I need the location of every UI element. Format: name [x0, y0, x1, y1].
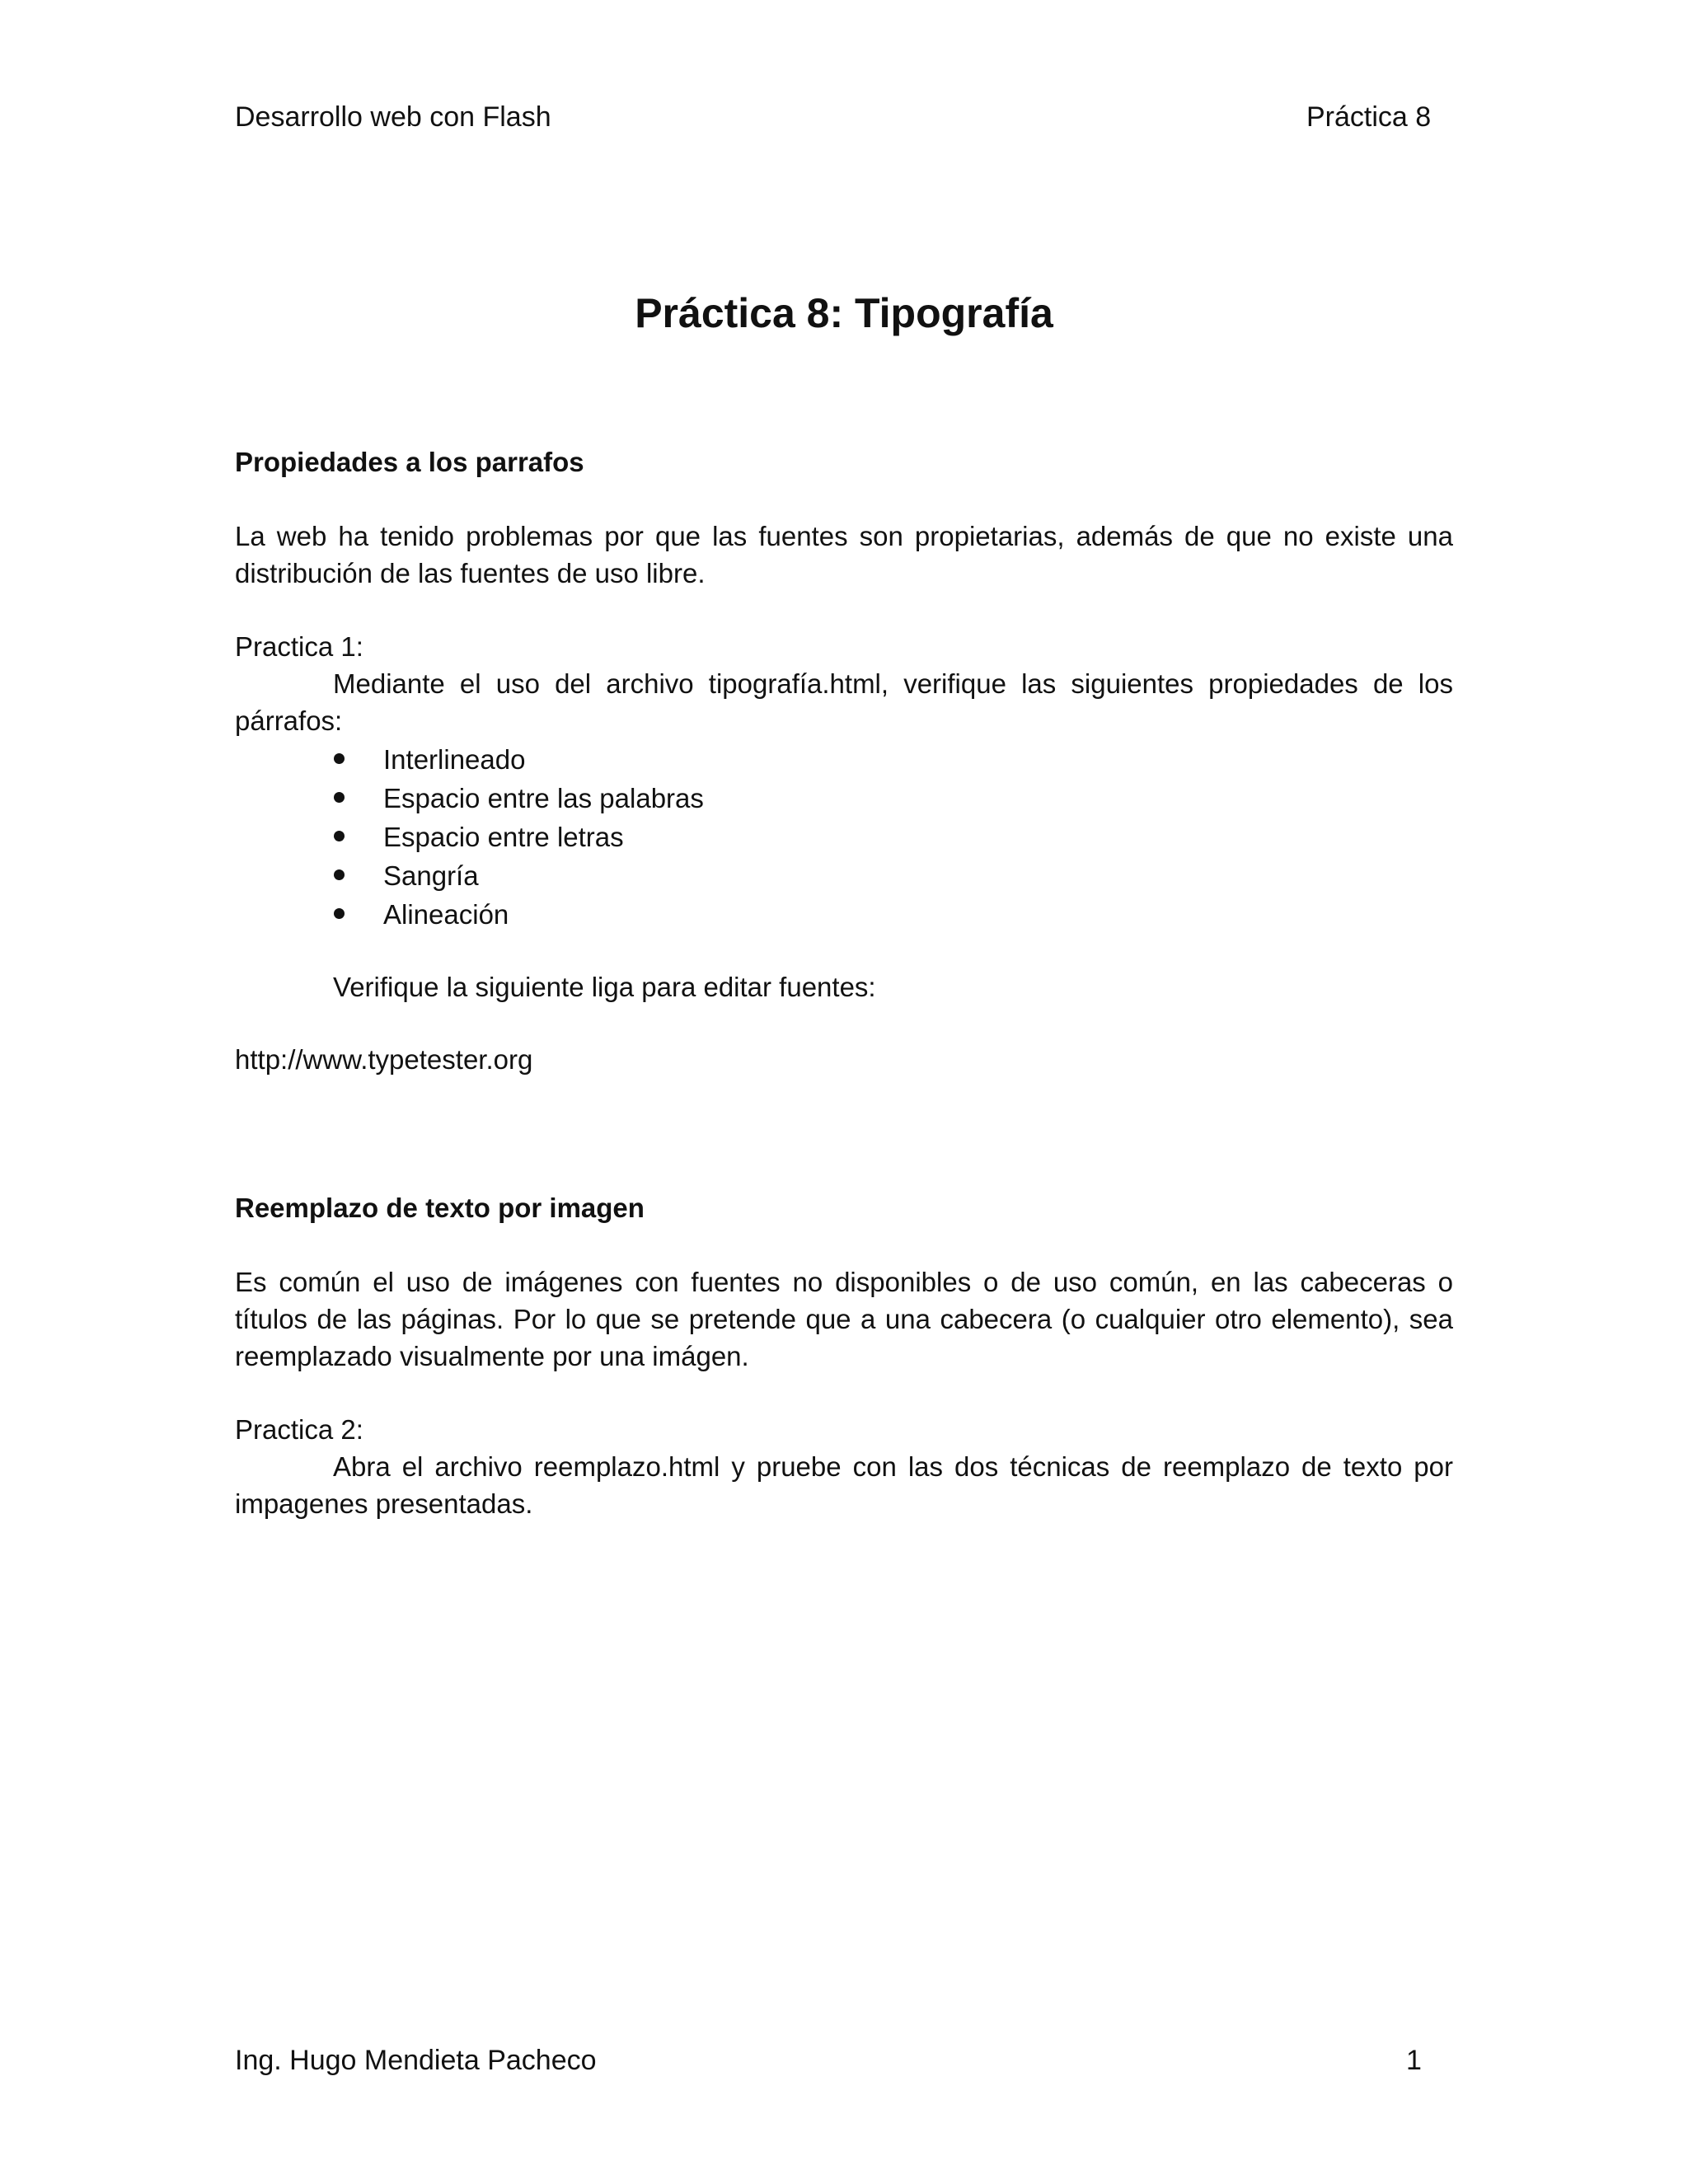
footer-author: Ing. Hugo Mendieta Pacheco — [235, 2045, 597, 2076]
link-intro: Verifique la siguiente liga para editar fuentes: — [333, 972, 876, 1002]
bullet-icon — [334, 908, 345, 919]
section2-intro: Es común el uso de imágenes con fuentes no disponibles o de uso común, en las cabeceras o títulos de las páginas. Por lo que se pretende que a una cabecera (o cualquier otro elemento), sea reemplazado visualmente por una imágen. — [235, 1267, 1453, 1371]
practice1-text: Mediante el uso del archivo tipografía.html, verifique las siguientes propiedades de los párrafos: — [235, 668, 1453, 736]
page-number: 1 — [1406, 2045, 1422, 2076]
bullet-icon — [334, 792, 345, 803]
bullet-icon — [334, 869, 345, 880]
practice1-label: Practica 1: — [235, 631, 363, 662]
typetester-link: http://www.typetester.org — [235, 1044, 533, 1075]
practice2-label: Practica 2: — [235, 1414, 363, 1445]
properties-list — [235, 740, 704, 934]
page-title: Práctica 8: Tipografía — [635, 290, 1053, 336]
bullet-icon — [334, 831, 345, 841]
list-item: Espacio entre letras — [235, 818, 704, 856]
list-item: Sangría — [235, 856, 704, 895]
practice2-text: Abra el archivo reemplazo.html y pruebe con las dos técnicas de reemplazo de texto por impagenes presentadas. — [235, 1451, 1453, 1519]
section1-intro: La web ha tenido problemas por que las fuentes son propietarias, además de que no existe una distribución de las fuentes de uso libre. — [235, 521, 1453, 588]
header-right: Práctica 8 — [1306, 101, 1432, 133]
list-item: Espacio entre las palabras — [235, 779, 704, 818]
list-item: Alineación — [235, 895, 704, 934]
section1-heading: Propiedades a los parrafos — [235, 447, 584, 477]
bullet-icon — [334, 753, 345, 764]
list-item: Interlineado — [235, 740, 704, 779]
header-left: Desarrollo web con Flash — [235, 101, 551, 133]
section2-heading: Reemplazo de texto por imagen — [235, 1193, 645, 1223]
